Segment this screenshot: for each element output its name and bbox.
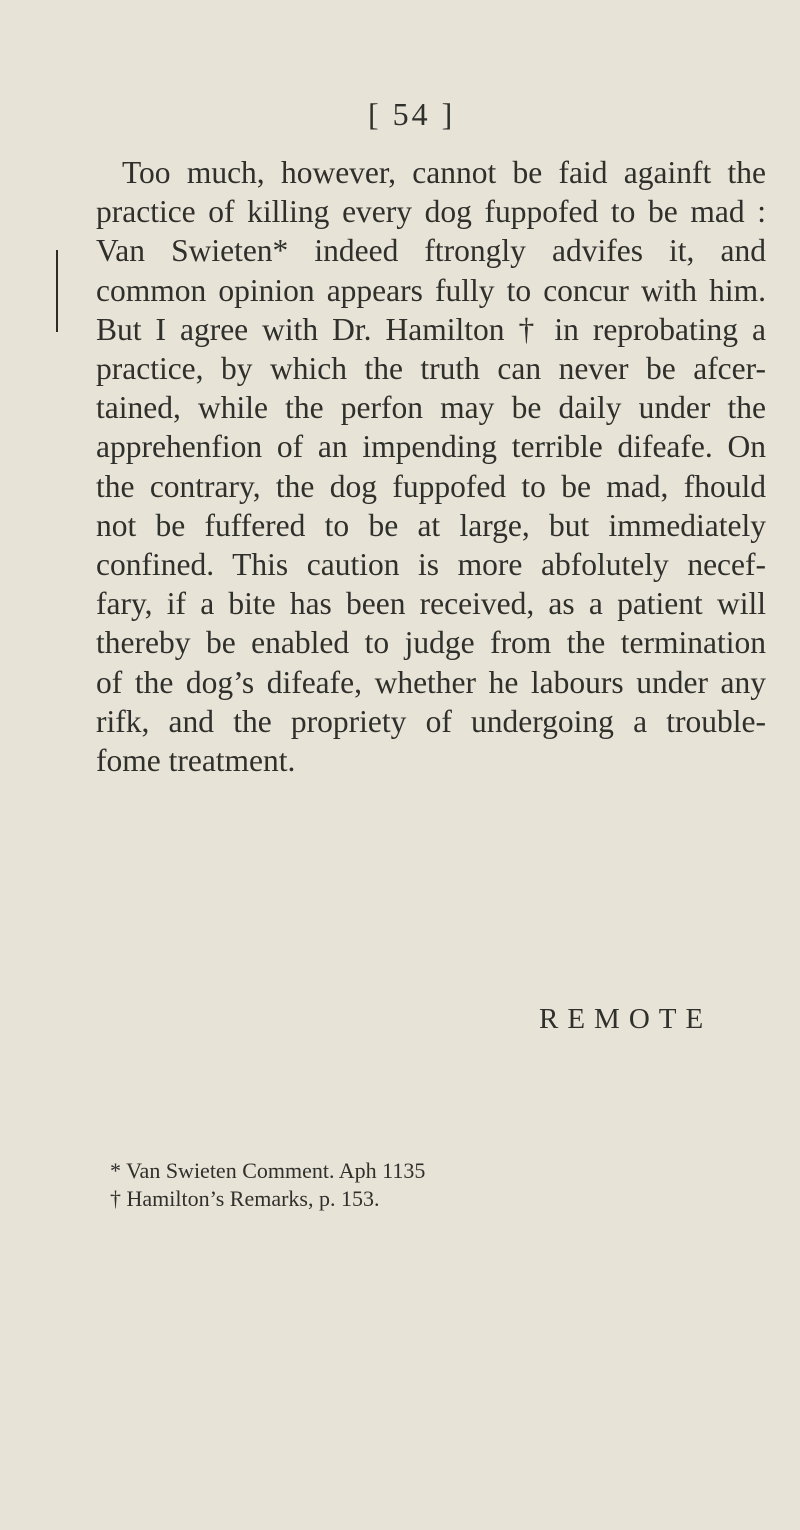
body-line: practice of killing every dog fuppofed to be mad : (96, 194, 766, 230)
body-line: fome treatment. (96, 743, 296, 779)
body-line: practice, by which the truth can never be afcer- (96, 351, 766, 387)
body-line: common opinion appears fully to concur with him. (96, 272, 766, 308)
body-line: Van Swieten* indeed ftrongly advifes it, and (96, 233, 766, 269)
body-line: not be fuffered to be at large, but immediately (96, 507, 766, 543)
body-line: thereby be enabled to judge from the termination (96, 625, 766, 661)
footnotes (110, 1157, 610, 1213)
body-line: But I agree with Dr. Hamilton † in reprobating a (96, 311, 766, 347)
footnote: † Hamilton’s Remarks, p. 153. (110, 1186, 380, 1211)
margin-rule (56, 250, 58, 332)
body-line: confined. This caution is more abfolutely necef- (96, 547, 766, 583)
body-line: rifk, and the propriety of undergoing a trouble- (96, 703, 766, 739)
body-line: of the dog’s difeafe, whether he labours under any (96, 664, 766, 700)
body-line: the contrary, the dog fuppofed to be mad, fhould (96, 468, 766, 504)
body-line: apprehenfion of an impending terrible difeafe. On (96, 429, 766, 465)
page-number: [ 54 ] (368, 96, 456, 132)
footnote: * Van Swieten Comment. Aph 1135 (110, 1158, 426, 1183)
catchword: REMOTE (539, 1003, 713, 1035)
body-line: fary, if a bite has been received, as a patient will (96, 586, 766, 622)
body-line: tained, while the perfon may be daily under the (96, 390, 766, 426)
body-paragraph (96, 153, 766, 780)
body-line: Too much, however, cannot be faid againft the (122, 155, 766, 190)
